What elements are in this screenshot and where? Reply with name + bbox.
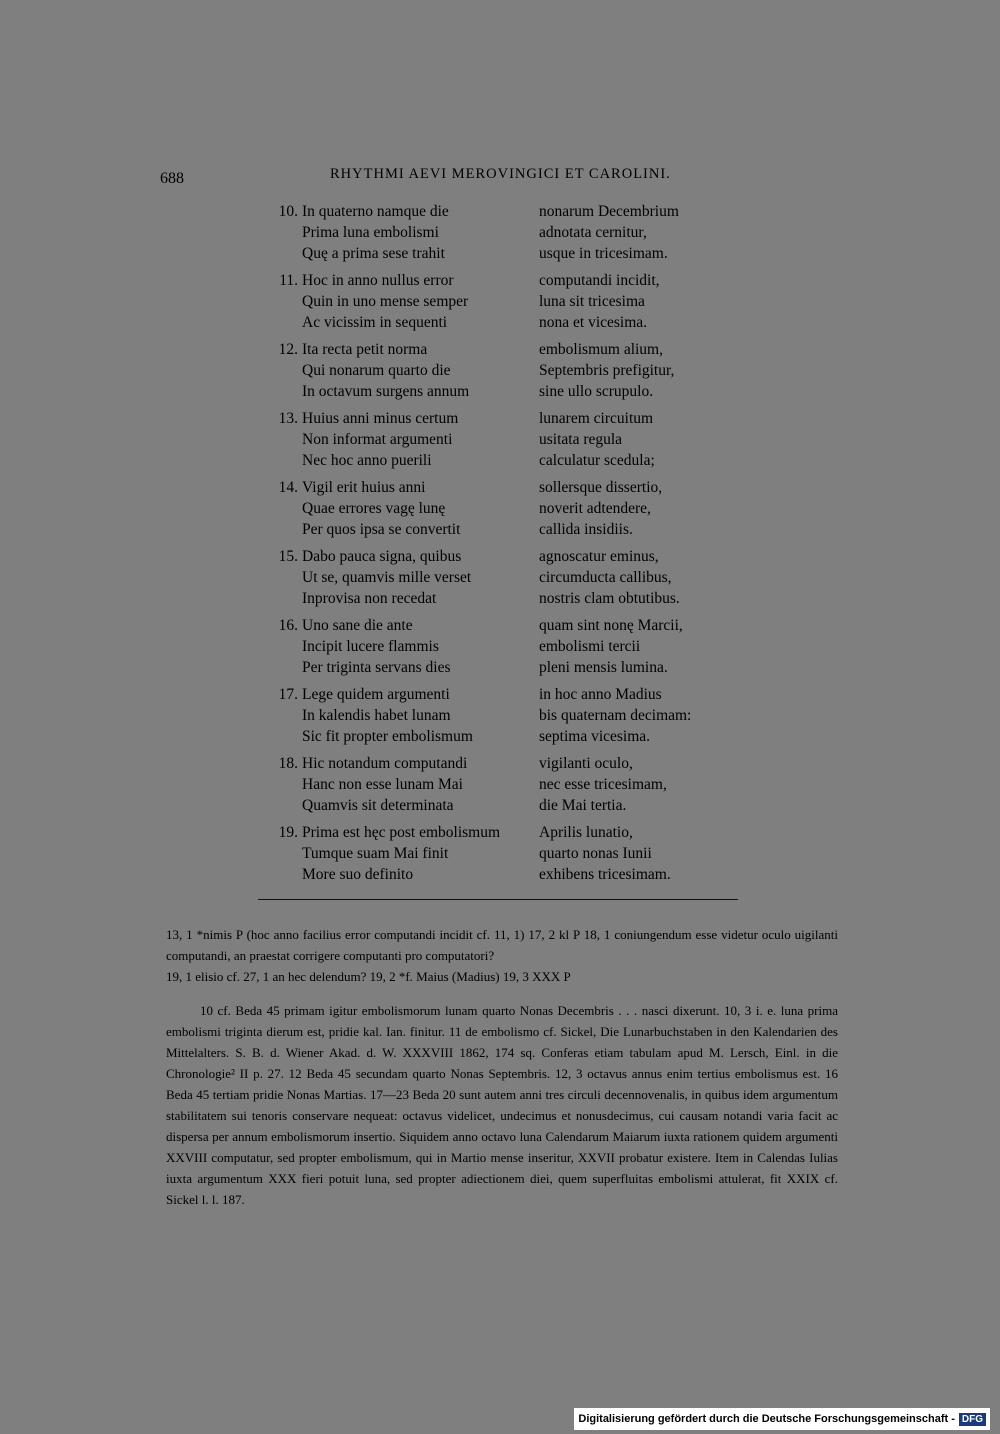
apparatus-note: 19, 1 elisio cf. 27, 1 an hec delendum? 19, 2 *f. Maius (Madius) 19, 3 XXX P (166, 969, 571, 984)
verse-left-half: Lege quidem argumenti (302, 686, 450, 703)
verse-line (262, 705, 782, 726)
footer-text: Digitalisierung gefördert durch die Deutsche Forschungsgemeinschaft - (578, 1413, 955, 1425)
verse-right-half: noverit adtendere, (539, 500, 651, 517)
verse-line (262, 636, 782, 657)
verse-left-half: Uno sane die ante (302, 617, 413, 634)
stanza-number: 16. (278, 617, 298, 634)
stanza (262, 408, 782, 471)
verse-left-half: Ut se, quamvis mille verset (302, 569, 472, 586)
verse-right-half: in hoc anno Madius (539, 686, 662, 703)
verse-line (262, 450, 782, 471)
verse-right-half: die Mai tertia. (539, 797, 627, 814)
verse-left-half: In kalendis habet lunam (302, 707, 451, 724)
verse-left-half: Per quos ipsa se convertit (302, 521, 461, 538)
running-title: RHYTHMI AEVI MEROVINGICI ET CAROLINI. (330, 166, 671, 182)
verse-line (262, 567, 782, 588)
verse-right-half: lunarem circuitum (539, 410, 654, 427)
verse-right-half: adnotata cernitur, (539, 224, 647, 241)
verse-line (262, 726, 782, 747)
stanza-number: 15. (278, 548, 298, 565)
stanza-number: 17. (278, 686, 298, 703)
verse-right-half: pleni mensis lumina. (539, 659, 668, 676)
poem-stanzas (262, 201, 782, 891)
verse-right-half: usque in tricesimam. (539, 245, 668, 262)
verse-line (262, 684, 782, 705)
verse-left-half: Qui nonarum quarto die (302, 362, 451, 379)
verse-left-half: Nec hoc anno puerili (302, 452, 432, 469)
verse-left-half: Huius anni minus certum (302, 410, 459, 427)
stanza (262, 684, 782, 747)
verse-line (262, 774, 782, 795)
verse-line (262, 477, 782, 498)
stanza-number: 14. (278, 479, 298, 496)
verse-right-half: bis quaternam decimam: (539, 707, 692, 724)
verse-right-half: agnoscatur eminus, (539, 548, 659, 565)
verse-right-half: vigilanti oculo, (539, 755, 633, 772)
verse-left-half: Quae errores vagę lunę (302, 500, 446, 517)
footnote-divider (258, 899, 738, 900)
verse-right-half: luna sit tricesima (539, 293, 645, 310)
stanza-number: 18. (278, 755, 298, 772)
stanza-number: 19. (278, 824, 298, 841)
verse-right-half: usitata regula (539, 431, 623, 448)
verse-left-half: Quamvis sit determinata (302, 797, 454, 814)
verse-line (262, 615, 782, 636)
verse-right-half: nec esse tricesimam, (539, 776, 667, 793)
verse-right-half: embolismi tercii (539, 638, 641, 655)
verse-left-half: In quaterno namque die (302, 203, 449, 220)
verse-line (262, 243, 782, 264)
verse-left-half: Inprovisa non recedat (302, 590, 437, 607)
stanza-number: 11. (279, 272, 298, 289)
commentary-notes (166, 1000, 838, 1210)
verse-right-half: circumducta callibus, (539, 569, 672, 586)
verse-right-half: nona et vicesima. (539, 314, 648, 331)
verse-line (262, 864, 782, 885)
stanza (262, 270, 782, 333)
verse-right-half: exhibens tricesimam. (539, 866, 671, 883)
stanza (262, 201, 782, 264)
verse-line (262, 312, 782, 333)
verse-line (262, 498, 782, 519)
verse-line (262, 657, 782, 678)
stanza (262, 546, 782, 609)
verse-line (262, 429, 782, 450)
verse-left-half: Hanc non esse lunam Mai (302, 776, 463, 793)
verse-line (262, 339, 782, 360)
verse-left-half: Quę a prima sese trahit (302, 245, 445, 262)
verse-right-half: nostris clam obtutibus. (539, 590, 680, 607)
verse-line (262, 408, 782, 429)
page-number: 688 (160, 170, 184, 187)
verse-line (262, 222, 782, 243)
verse-right-half: Aprilis lunatio, (539, 824, 633, 841)
verse-left-half: Ac vicissim in sequenti (302, 314, 448, 331)
verse-right-half: quarto nonas Iunii (539, 845, 652, 862)
stanza (262, 615, 782, 678)
stanza (262, 477, 782, 540)
verse-line (262, 546, 782, 567)
verse-line (262, 270, 782, 291)
verse-right-half: nonarum Decembrium (539, 203, 679, 220)
verse-left-half: Hoc in anno nullus error (302, 272, 454, 289)
funding-footer (574, 1408, 990, 1430)
verse-left-half: Hic notandum computandi (302, 755, 468, 772)
verse-line (262, 519, 782, 540)
verse-left-half: Non informat argumenti (302, 431, 453, 448)
verse-left-half: Vigil erit huius anni (302, 479, 426, 496)
verse-line (262, 588, 782, 609)
verse-left-half: Prima est hęc post embolismum (302, 824, 501, 841)
stanza-number: 12. (278, 341, 298, 358)
verse-left-half: In octavum surgens annum (302, 383, 470, 400)
stanza (262, 753, 782, 816)
verse-right-half: sollersque dissertio, (539, 479, 663, 496)
verse-right-half: Septembris prefigitur, (539, 362, 675, 379)
verse-line (262, 843, 782, 864)
verse-right-half: computandi incidit, (539, 272, 660, 289)
verse-line (262, 822, 782, 843)
verse-left-half: Dabo pauca signa, quibus (302, 548, 462, 565)
verse-line (262, 795, 782, 816)
verse-right-half: callida insidiis. (539, 521, 633, 538)
verse-right-half: calculatur scedula; (539, 452, 655, 469)
verse-line (262, 753, 782, 774)
verse-left-half: More suo definito (302, 866, 414, 883)
verse-line (262, 201, 782, 222)
verse-left-half: Incipit lucere flammis (302, 638, 439, 655)
apparatus-note: 13, 1 *nimis P (hoc anno facilius error computandi incidit cf. 11, 1) 17, 2 kl P 18, 1 coniungendum esse videtur oculo uigilanti computandi, an praestat corrigere computanti pro computatori? (166, 927, 838, 963)
verse-left-half: Per triginta servans dies (302, 659, 451, 676)
commentary-text: 10 cf. Beda 45 primam igitur embolismorum lunam quarto Nonas Decembris . . . nasci dixerunt. 10, 3 i. e. luna prima embolismi triginta dierum est, pridie kal. Ian. finitur. 11 de embolismo cf. Sickel, Die Lunarbuchstaben in den Kalendarien des Mittelalters. S. B. d. Wiener Akad. d. W. XXXVIII 1862, 174 sq. Conferas etiam tabulam apud M. Lersch, Einl. in die Chronologie² II p. 27. 12 Beda 45 secundam quarto Nonas Septembris. 12, 3 octavus annus enim tertius embolismus est. 16 Beda 45 tertiam pridie Nonas Martias. 17—23 Beda 20 sunt autem anni tres circuli decennovenalis, in quibus idem argumentum stabilitatem sui tenoris conservare nequeat: octavus videlicet, undecimus et nonusdecimus, cui causam notandi varia facit ac dispersa per annum embolismorum insertio. Siquidem anno octavo luna Calendarum Maiarum iuxta rationem quidem argumenti XXVIII computatur, sed propter embolismum, qui in Martio mense inseritur, XXVII probatur existere. Item in Calendas Iulias iuxta argumentum XXX fieri potuit luna, sed propter adiectionem diei, quem superfluitas embolismi attulerat, fit XXIX cf. Sickel l. l. 187. (166, 1003, 838, 1207)
stanza-number: 10. (278, 203, 298, 220)
verse-left-half: Tumque suam Mai finit (302, 845, 449, 862)
verse-right-half: septima vicesima. (539, 728, 651, 745)
verse-right-half: embolismum alium, (539, 341, 663, 358)
verse-line (262, 381, 782, 402)
critical-apparatus (166, 924, 838, 987)
verse-line (262, 360, 782, 381)
verse-left-half: Ita recta petit norma (302, 341, 428, 358)
verse-right-half: sine ullo scrupulo. (539, 383, 654, 400)
verse-left-half: Quin in uno mense semper (302, 293, 469, 310)
verse-line (262, 291, 782, 312)
stanza (262, 822, 782, 885)
verse-left-half: Prima luna embolismi (302, 224, 439, 241)
stanza-number: 13. (278, 410, 298, 427)
dfg-logo-icon: DFG (959, 1413, 986, 1426)
stanza (262, 339, 782, 402)
verse-left-half: Sic fit propter embolismum (302, 728, 473, 745)
verse-right-half: quam sint nonę Marcii, (539, 617, 683, 634)
